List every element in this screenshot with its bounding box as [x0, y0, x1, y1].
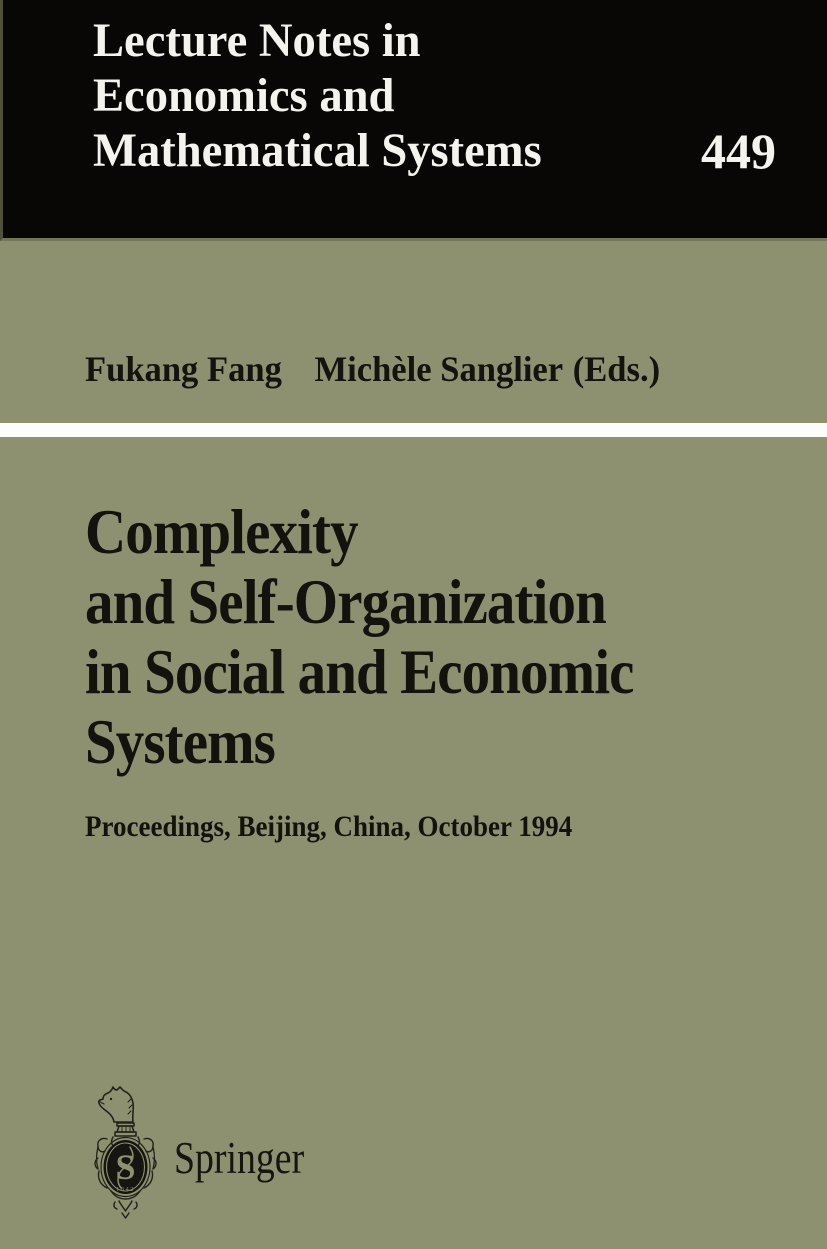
book-subtitle: Proceedings, Beijing, China, October 1994	[85, 810, 573, 843]
book-title-line-4: Systems	[85, 706, 275, 777]
series-title-line-1: Lecture Notes in	[93, 14, 421, 67]
series-banner	[0, 0, 827, 241]
book-title	[85, 497, 634, 777]
founding-year-label: 1842	[116, 1186, 135, 1193]
editors-suffix: (Eds.)	[572, 349, 661, 389]
book-title-line-1: Complexity	[85, 496, 358, 567]
series-title	[93, 13, 542, 178]
springer-crest-icon	[86, 1085, 166, 1221]
series-title-line-2: Economics and	[93, 69, 395, 122]
divider-stripe	[0, 423, 827, 437]
series-volume-number: 449	[701, 123, 776, 179]
monogram-letter: S	[115, 1147, 136, 1187]
pedestal-shape	[115, 1123, 136, 1136]
editor-name-2: Michèle Sanglier	[314, 349, 564, 389]
book-title-line-3: in Social and Economic	[85, 636, 634, 707]
publisher-wordmark: Springer	[174, 1133, 305, 1183]
knight-icon	[99, 1087, 133, 1122]
series-title-line-3: Mathematical Systems	[93, 124, 542, 177]
editor-name-1: Fukang Fang	[85, 349, 282, 389]
editors-line	[85, 348, 660, 390]
book-title-line-2: and Self-Organization	[85, 566, 606, 637]
